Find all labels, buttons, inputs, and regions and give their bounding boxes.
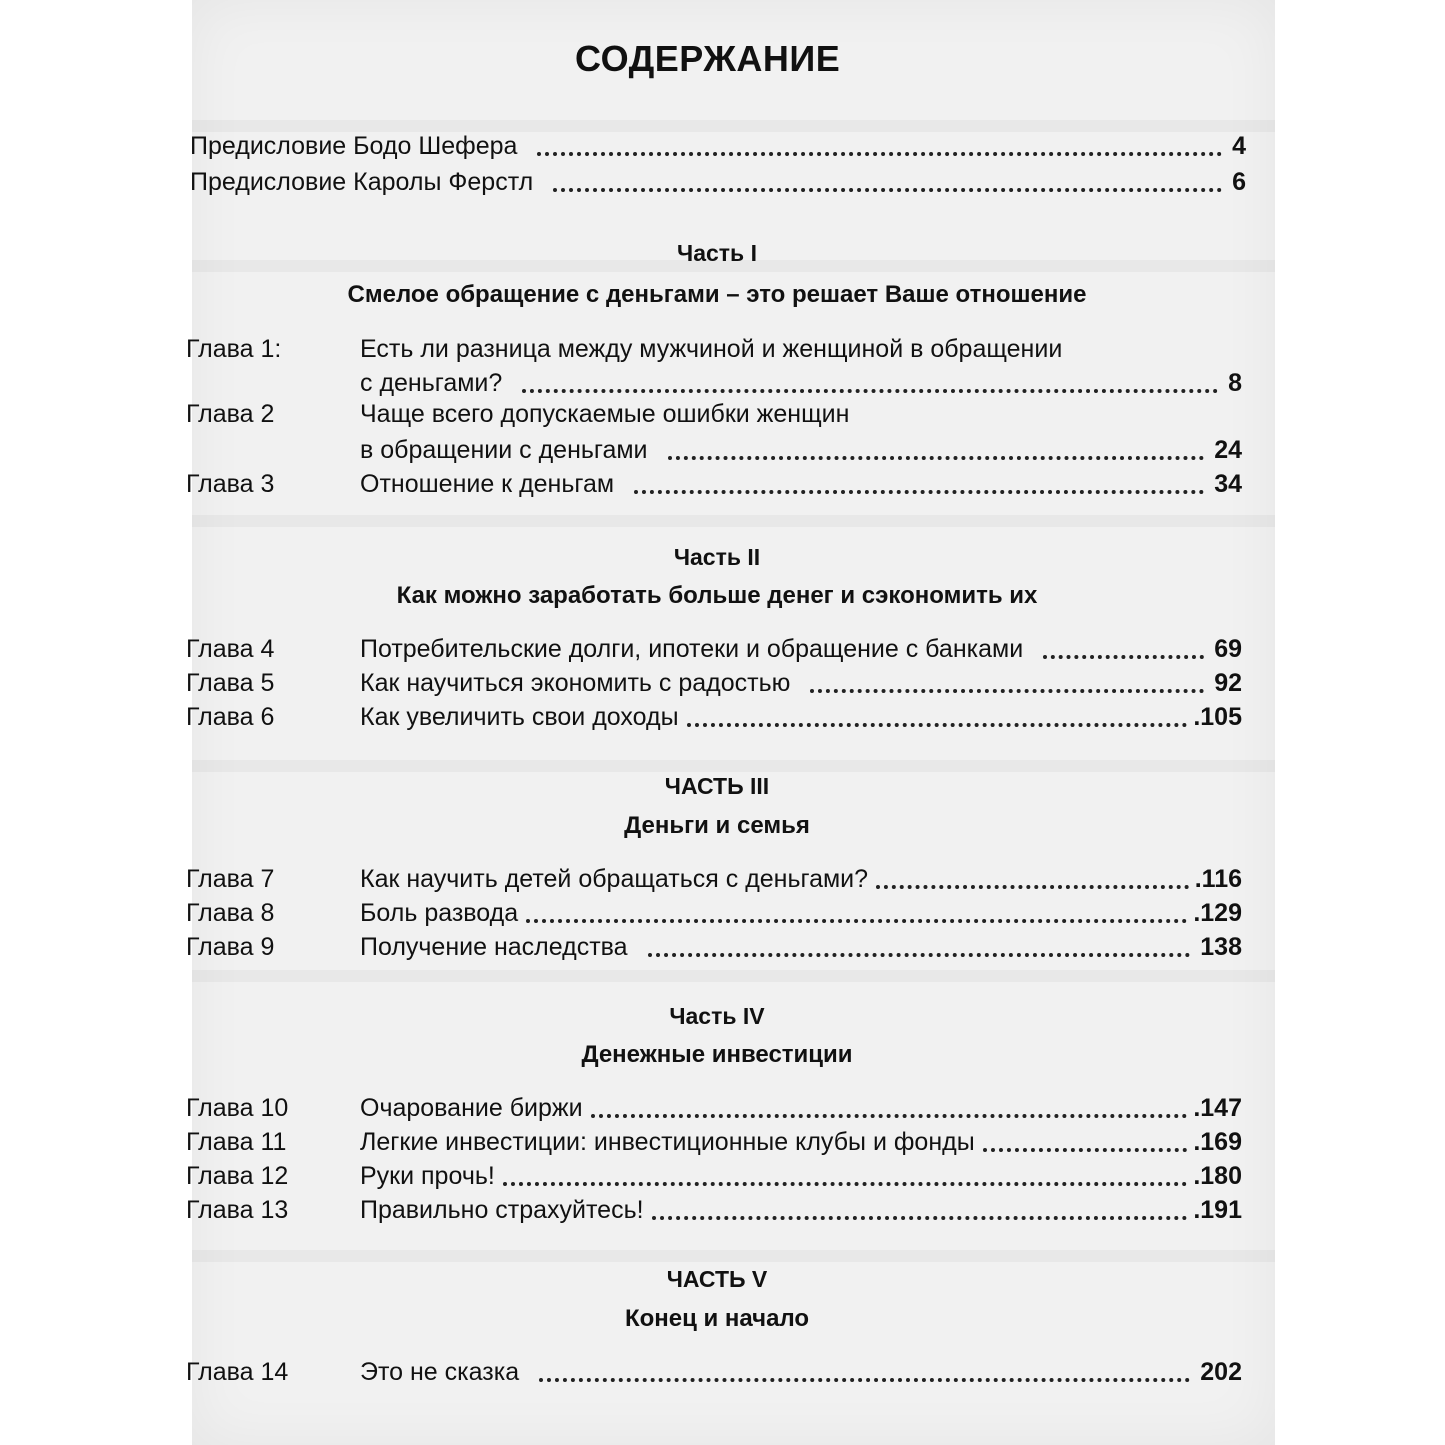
chapter-title-line1: Чаще всего допускаемые ошибки женщин: [360, 400, 850, 428]
toc-chapter-row[interactable]: [186, 931, 1242, 963]
toc-page-number: .169: [1193, 1128, 1242, 1156]
toc-page-number: 69: [1214, 635, 1242, 663]
part-heading: Часть II: [673, 544, 761, 570]
chapter-label: Глава 5: [186, 669, 275, 697]
chapter-title: Легкие инвестиции: инвестиционные клубы и фонды: [360, 1128, 975, 1156]
chapter-label: Глава 3: [186, 470, 275, 498]
toc-page-number: 6: [1232, 168, 1246, 196]
toc-page-number: .116: [1194, 865, 1242, 893]
toc-page-number: .105: [1193, 703, 1242, 731]
chapter-title: Очарование биржи: [360, 1094, 583, 1122]
chapter-label: Глава 11: [186, 1128, 287, 1156]
chapter-title: Это не сказка: [360, 1358, 520, 1386]
chapter-title: Получение наследства: [360, 933, 628, 961]
toc-chapter-row-continued[interactable]: [186, 434, 1242, 466]
dot-leader: [810, 669, 1204, 693]
part-heading: ЧАСТЬ V: [666, 1266, 768, 1292]
toc-chapter-row[interactable]: [186, 1092, 1242, 1124]
chapter-title: Отношение к деньгам: [360, 470, 615, 498]
toc-chapter-row[interactable]: [186, 333, 1242, 365]
toc-page-number: .180: [1193, 1162, 1242, 1190]
page-title: СОДЕРЖАНИЕ: [575, 38, 841, 79]
dot-leader: [648, 933, 1191, 957]
toc-entry-title: Предисловие Каролы Ферстл: [190, 168, 534, 196]
toc-chapter-row-continued[interactable]: [186, 367, 1242, 399]
dot-leader: [687, 703, 1188, 727]
toc-page-number: 24: [1214, 436, 1242, 464]
dot-leader: [537, 132, 1222, 156]
bleed-through-line: [192, 515, 1275, 527]
chapter-label: Глава 8: [186, 899, 275, 927]
toc-preface-row[interactable]: [190, 130, 1246, 162]
chapter-label: Глава 9: [186, 933, 275, 961]
chapter-title: Боль развода: [360, 899, 519, 927]
chapter-label: Глава 13: [186, 1196, 289, 1224]
toc-chapter-row[interactable]: [186, 1356, 1242, 1388]
chapter-title-line1: Есть ли разница между мужчиной и женщиной в обращении: [360, 335, 1063, 363]
dot-leader: [876, 865, 1189, 889]
chapter-title: Как научиться экономить с радостью: [360, 669, 791, 697]
part-subtitle: Как можно заработать больше денег и сэкономить их: [396, 582, 1038, 609]
toc-chapter-row[interactable]: [186, 1194, 1242, 1226]
toc-chapter-row[interactable]: [186, 468, 1242, 500]
dot-leader: [634, 470, 1204, 494]
bleed-through-line: [192, 1250, 1275, 1262]
chapter-title: Как увеличить свои доходы: [360, 703, 679, 731]
chapter-label: Глава 2: [186, 400, 275, 428]
dot-leader: [668, 436, 1205, 460]
toc-page-number: 138: [1200, 933, 1242, 961]
toc-chapter-row[interactable]: [186, 863, 1242, 895]
part-subtitle: Конец и начало: [624, 1305, 810, 1332]
toc-page-number: .129: [1193, 899, 1242, 927]
toc-chapter-row[interactable]: [186, 633, 1242, 665]
toc-page-number: 8: [1228, 369, 1242, 397]
chapter-label: Глава 1:: [186, 335, 282, 363]
dot-leader: [652, 1196, 1188, 1220]
toc-chapter-row[interactable]: [186, 701, 1242, 733]
toc-page-number: 92: [1214, 669, 1242, 697]
toc-page-number: 202: [1200, 1358, 1242, 1386]
toc-chapter-row[interactable]: [186, 1160, 1242, 1192]
chapter-title: в обращении с деньгами: [360, 436, 648, 464]
part-heading: Часть I: [677, 240, 757, 266]
chapter-title: Потребительские долги, ипотеки и обращение с банками: [360, 635, 1024, 663]
chapter-label: Глава 10: [186, 1094, 289, 1122]
toc-page-number: .147: [1193, 1094, 1242, 1122]
toc-chapter-row[interactable]: [186, 897, 1242, 929]
dot-leader: [526, 899, 1187, 923]
chapter-label: Глава 14: [186, 1358, 289, 1386]
toc-page-number: 34: [1214, 470, 1242, 498]
dot-leader: [539, 1358, 1190, 1382]
dot-leader: [1043, 635, 1204, 659]
chapter-title: Руки прочь!: [360, 1162, 495, 1190]
bleed-through-line: [192, 970, 1275, 982]
part-heading: Часть IV: [669, 1003, 765, 1029]
toc-preface-row[interactable]: [190, 166, 1246, 198]
part-heading: ЧАСТЬ III: [664, 773, 770, 799]
dot-leader: [503, 1162, 1188, 1186]
dot-leader: [983, 1128, 1188, 1152]
chapter-label: Глава 12: [186, 1162, 289, 1190]
dot-leader: [522, 369, 1218, 393]
part-subtitle: Денежные инвестиции: [581, 1041, 853, 1068]
toc-chapter-row[interactable]: [186, 398, 1242, 430]
part-subtitle: Смелое обращение с деньгами – это решает Ваше отношение: [347, 281, 1087, 308]
dot-leader: [553, 168, 1222, 192]
toc-entry-title: Предисловие Бодо Шефера: [190, 132, 518, 160]
chapter-title: Как научить детей обращаться с деньгами?: [360, 865, 869, 893]
dot-leader: [591, 1094, 1188, 1118]
toc-chapter-row[interactable]: [186, 1126, 1242, 1158]
bleed-through-line: [192, 760, 1275, 772]
chapter-label: Глава 4: [186, 635, 275, 663]
chapter-label: Глава 6: [186, 703, 275, 731]
part-subtitle: Деньги и семья: [624, 812, 810, 839]
toc-chapter-row[interactable]: [186, 667, 1242, 699]
chapter-title: с деньгами?: [360, 369, 503, 397]
chapter-label: Глава 7: [186, 865, 275, 893]
toc-page-number: .191: [1193, 1196, 1242, 1224]
toc-page-number: 4: [1232, 132, 1246, 160]
chapter-title: Правильно страхуйтесь!: [360, 1196, 644, 1224]
